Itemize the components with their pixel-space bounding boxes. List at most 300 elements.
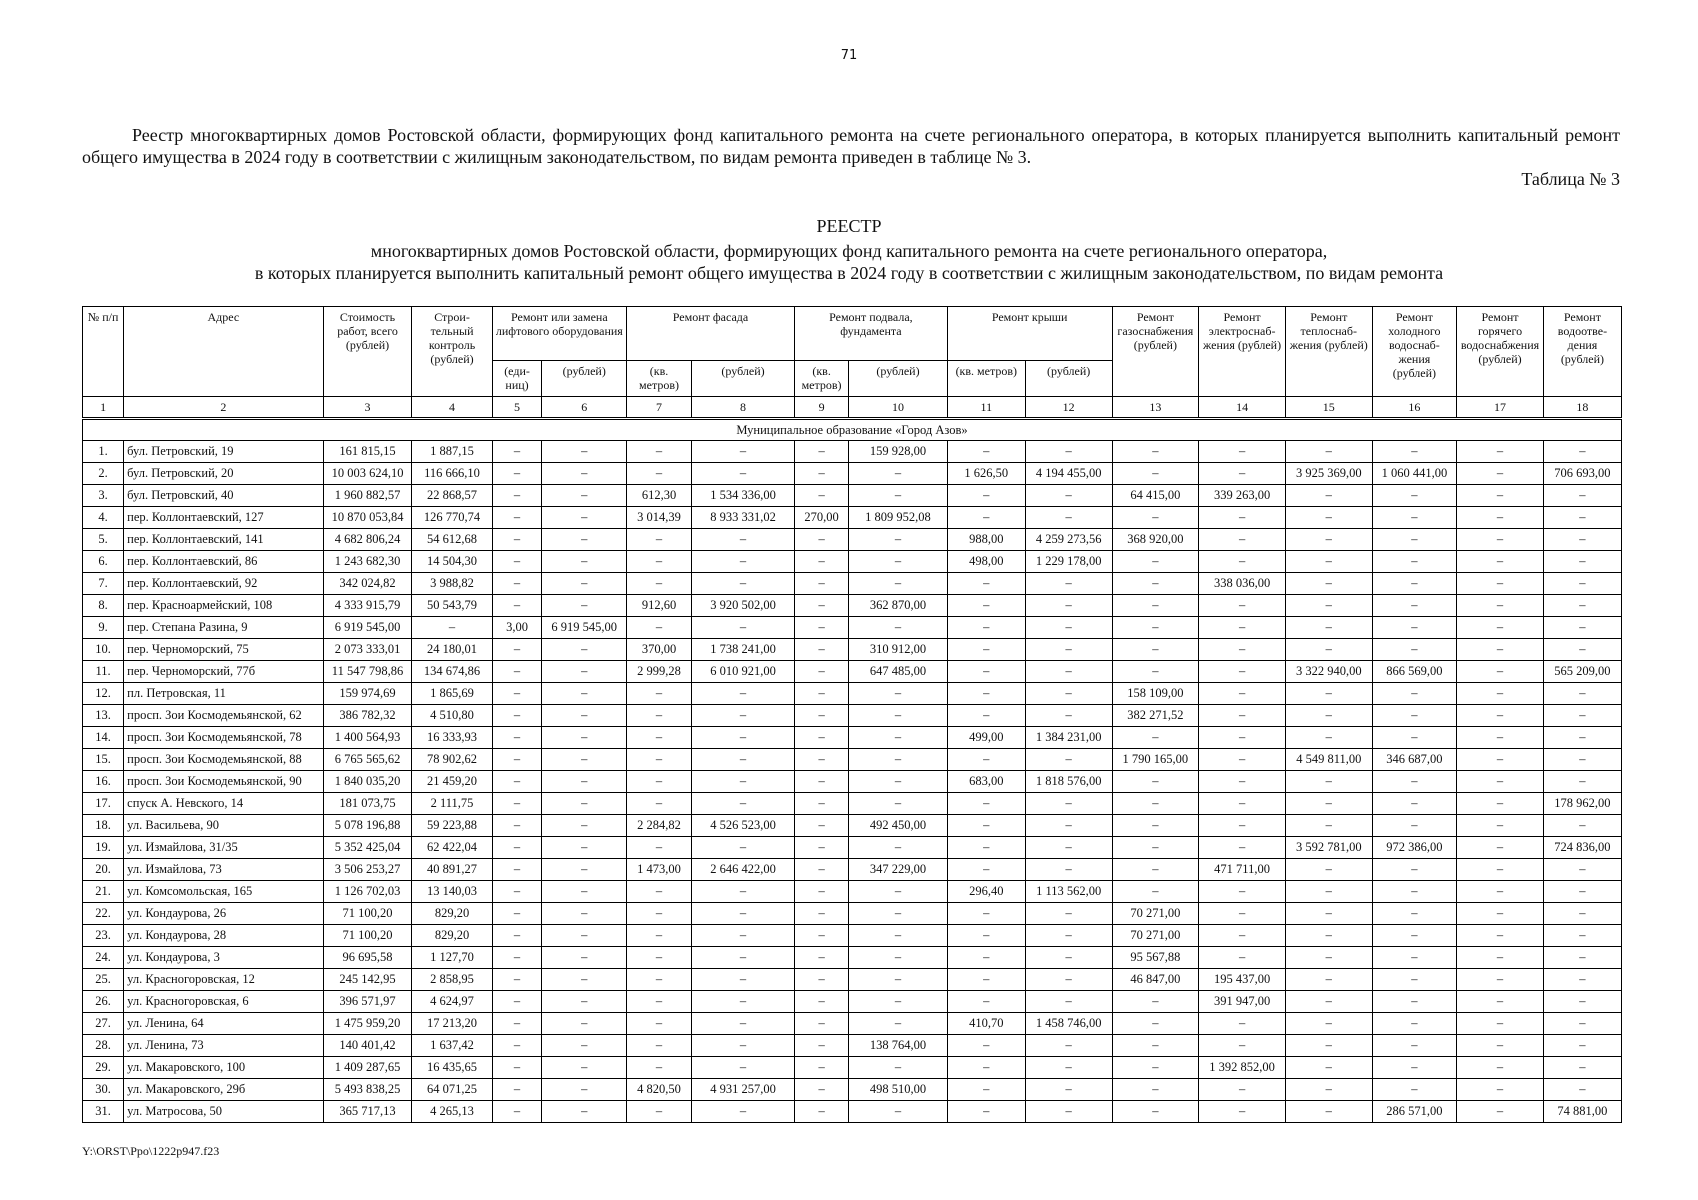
table-cell: 1 060 441,00 [1372,463,1457,485]
table-cell: – [1112,441,1199,463]
table-cell: 339 263,00 [1199,485,1286,507]
table-cell: – [1112,507,1199,529]
table-cell: – [1199,727,1286,749]
table-cell: 13 140,03 [412,881,492,903]
address-cell: ул. Кондаурова, 3 [124,947,323,969]
table-cell: – [542,815,627,837]
table-cell: – [542,903,627,925]
table-cell: 74 881,00 [1543,1101,1621,1123]
table-cell: – [627,793,692,815]
table-cell: – [692,1035,795,1057]
table-cell: – [947,441,1025,463]
table-cell: – [1285,639,1372,661]
table-cell: 1 637,42 [412,1035,492,1057]
table-cell: – [1543,903,1621,925]
table-cell: – [1457,551,1544,573]
address-cell: пер. Коллонтаевский, 86 [124,551,323,573]
table-cell: – [1457,661,1544,683]
table-cell: – [1025,793,1112,815]
table-cell: 2 284,82 [627,815,692,837]
table-cell: – [627,771,692,793]
table-cell: – [1025,903,1112,925]
table-cell: 3. [83,485,124,507]
table-cell: – [1112,661,1199,683]
registry-title: РЕЕСТР [816,216,882,236]
table-cell: – [1457,947,1544,969]
table-cell: – [627,529,692,551]
table-cell: – [1543,991,1621,1013]
table-cell: – [492,1035,542,1057]
table-row [83,617,1622,639]
table-cell: – [947,859,1025,881]
table-cell: – [627,947,692,969]
intro-paragraph: Реестр многоквартирных домов Ростовской области, формирующих фонд капитального ремонта на счете регионального оператора, в которых планируется выполнить капитальный ремонт общего имущества в 2024 году в соответствии с жилищным законодательством, по видам ремонта приведен в таблице № 3. [82,125,1620,167]
table-cell: 138 764,00 [849,1035,948,1057]
table-cell: 342 024,82 [323,573,412,595]
table-cell: 286 571,00 [1372,1101,1457,1123]
table-row [83,837,1622,859]
table-row [83,463,1622,485]
table-cell: – [947,617,1025,639]
table-cell: 1 818 576,00 [1025,771,1112,793]
table-cell: – [542,1079,627,1101]
table-cell: – [692,529,795,551]
table-cell: 27. [83,1013,124,1035]
table-cell: 1 384 231,00 [1025,727,1112,749]
table-cell: – [1025,947,1112,969]
table-cell: – [794,771,848,793]
table-cell: – [627,441,692,463]
table-cell: 647 485,00 [849,661,948,683]
table-cell: – [542,441,627,463]
table-cell: – [794,991,848,1013]
table-cell: – [1199,551,1286,573]
table-cell: 245 142,95 [323,969,412,991]
table-cell: 10. [83,639,124,661]
table-row [83,859,1622,881]
table-cell: 54 612,68 [412,529,492,551]
table-cell: – [1372,1035,1457,1057]
address-cell: просп. Зои Космодемьянской, 78 [124,727,323,749]
table-cell: 1 229 178,00 [1025,551,1112,573]
table-cell: – [692,881,795,903]
table-cell: – [1457,485,1544,507]
table-cell: – [1543,617,1621,639]
table-cell: – [1199,595,1286,617]
table-cell: 4 510,80 [412,705,492,727]
table-cell: 2 073 333,01 [323,639,412,661]
table-cell: 2 858,95 [412,969,492,991]
table-cell: – [794,1101,848,1123]
table-cell: 498 510,00 [849,1079,948,1101]
table-cell: 29. [83,1057,124,1079]
table-cell: – [627,1057,692,1079]
header-drainage: Ремонт водоотведения (рублей) [1543,307,1621,397]
table-cell: – [794,969,848,991]
header-hot-water: Ремонт горячего водоснабжения (рублей) [1457,307,1544,397]
table-cell: – [627,925,692,947]
table-cell: 410,70 [947,1013,1025,1035]
table-cell: – [492,595,542,617]
address-cell: бул. Петровский, 19 [124,441,323,463]
table-cell: 912,60 [627,595,692,617]
table-cell: – [794,441,848,463]
table-cell: 346 687,00 [1372,749,1457,771]
table-cell: – [1285,551,1372,573]
table-cell: – [492,903,542,925]
table-cell: – [1285,441,1372,463]
table-cell: 78 902,62 [412,749,492,771]
table-cell: – [1543,947,1621,969]
table-cell: 3 592 781,00 [1285,837,1372,859]
table-cell: – [947,1057,1025,1079]
header-basement: Ремонт подвала, фундамента [794,307,947,361]
table-cell: 2 999,28 [627,661,692,683]
table-cell: – [1543,859,1621,881]
table-cell: 16 435,65 [412,1057,492,1079]
table-cell: 1 809 952,08 [849,507,948,529]
table-cell: 6. [83,551,124,573]
column-number-row [83,397,1622,419]
table-cell: – [1025,1079,1112,1101]
table-cell: – [1285,793,1372,815]
table-row [83,507,1622,529]
table-cell: – [1543,441,1621,463]
table-cell: – [1025,507,1112,529]
column-number: 13 [1112,397,1199,419]
table-cell: 866 569,00 [1372,661,1457,683]
table-cell: – [1285,507,1372,529]
table-cell: – [542,551,627,573]
table-cell: – [1112,1013,1199,1035]
column-number: 14 [1199,397,1286,419]
table-cell: – [1025,661,1112,683]
table-cell: – [627,705,692,727]
table-cell: 1 409 287,65 [323,1057,412,1079]
table-cell: 16. [83,771,124,793]
table-cell: 95 567,88 [1112,947,1199,969]
table-cell: – [692,1057,795,1079]
table-cell: – [947,749,1025,771]
address-cell: ул. Ленина, 73 [124,1035,323,1057]
table-cell: – [1457,1013,1544,1035]
table-cell: – [1372,683,1457,705]
header-address: Адрес [124,307,323,397]
table-cell: – [947,705,1025,727]
table-cell: – [794,859,848,881]
table-cell: 140 401,42 [323,1035,412,1057]
table-cell: – [692,573,795,595]
table-cell: 310 912,00 [849,639,948,661]
table-cell: – [794,837,848,859]
table-cell: 50 543,79 [412,595,492,617]
address-cell: бул. Петровский, 20 [124,463,323,485]
table-row [83,881,1622,903]
page-number: 71 [840,48,858,63]
table-cell: – [1285,529,1372,551]
table-cell: – [1457,837,1544,859]
table-cell: – [794,903,848,925]
table-cell: – [1199,441,1286,463]
table-cell: – [1543,771,1621,793]
table-cell: 161 815,15 [323,441,412,463]
table-cell: 22 868,57 [412,485,492,507]
table-cell: – [849,991,948,1013]
table-cell: – [1457,771,1544,793]
table-cell: – [1457,463,1544,485]
column-number: 17 [1457,397,1544,419]
table-cell: – [1199,771,1286,793]
table-cell: – [849,705,948,727]
table-cell: 4 931 257,00 [692,1079,795,1101]
table-cell: – [492,991,542,1013]
table-row [83,1101,1622,1123]
address-cell: пл. Петровская, 11 [124,683,323,705]
table-cell: 158 109,00 [1112,683,1199,705]
header-cold-water: Ремонт холодного водоснабжения (рублей) [1372,307,1457,397]
table-cell: – [692,903,795,925]
table-cell: – [1285,771,1372,793]
table-cell: 13. [83,705,124,727]
table-cell: 64 415,00 [1112,485,1199,507]
table-cell: – [794,793,848,815]
table-cell: – [692,463,795,485]
table-cell: – [1372,551,1457,573]
table-cell: 21. [83,881,124,903]
table-cell: – [947,925,1025,947]
table-cell: – [1025,1057,1112,1079]
table-cell: 1 243 682,30 [323,551,412,573]
header-facade: Ремонт фасада [627,307,795,361]
table-cell: – [692,1013,795,1035]
table-cell: – [542,859,627,881]
table-cell: – [794,1013,848,1035]
table-cell: 1 738 241,00 [692,639,795,661]
table-cell: – [542,1035,627,1057]
table-cell: – [627,463,692,485]
table-cell: – [1457,573,1544,595]
table-row [83,727,1622,749]
table-cell: 9. [83,617,124,639]
table-cell: – [1457,705,1544,727]
table-cell: 4 549 811,00 [1285,749,1372,771]
table-cell: – [1457,991,1544,1013]
table-row [83,595,1622,617]
table-cell: – [692,617,795,639]
table-cell: 126 770,74 [412,507,492,529]
table-cell: 829,20 [412,925,492,947]
registry-subtitle-line2: в которых планируется выполнить капитальный ремонт общего имущества в 2024 году в соответствии с жилищным законодательством, по видам ремонта [254,263,1444,283]
table-cell: – [692,749,795,771]
table-cell: 26. [83,991,124,1013]
table-cell: – [1372,595,1457,617]
table-cell: 25. [83,969,124,991]
table-cell: – [947,837,1025,859]
table-cell: – [1285,969,1372,991]
table-cell: 14 504,30 [412,551,492,573]
table-cell: – [492,727,542,749]
table-cell: – [542,727,627,749]
table-cell: – [1457,1101,1544,1123]
address-cell: пер. Черноморский, 77б [124,661,323,683]
table-cell: – [1543,1035,1621,1057]
address-cell: ул. Измайлова, 31/35 [124,837,323,859]
table-cell: 270,00 [794,507,848,529]
table-cell: – [1112,1101,1199,1123]
header-electric: Ремонт электроснабжения (рублей) [1199,307,1286,397]
table-cell: – [1372,1079,1457,1101]
table-cell: – [1199,881,1286,903]
table-cell: – [627,1035,692,1057]
column-number: 15 [1285,397,1372,419]
table-cell: 19. [83,837,124,859]
table-cell: 972 386,00 [1372,837,1457,859]
address-cell: ул. Измайлова, 73 [124,859,323,881]
table-cell: – [849,903,948,925]
table-cell: – [692,1101,795,1123]
table-cell: – [692,947,795,969]
table-cell: – [1372,991,1457,1013]
table-cell: – [1457,793,1544,815]
table-cell: – [1285,881,1372,903]
table-cell: 5 078 196,88 [323,815,412,837]
table-cell: 1 626,50 [947,463,1025,485]
table-cell: – [1112,573,1199,595]
table-cell: 24. [83,947,124,969]
table-cell: – [542,529,627,551]
table-cell: – [1372,947,1457,969]
table-cell: – [1025,485,1112,507]
table-cell: – [794,463,848,485]
table-cell: – [492,793,542,815]
table-cell: – [492,925,542,947]
table-cell: – [1457,529,1544,551]
table-cell: – [794,1057,848,1079]
address-cell: ул. Ленина, 64 [124,1013,323,1035]
address-cell: ул. Макаровского, 100 [124,1057,323,1079]
table-cell: – [692,551,795,573]
table-cell: 8. [83,595,124,617]
table-row [83,683,1622,705]
table-cell: – [1285,1057,1372,1079]
table-cell: – [849,463,948,485]
table-cell: 2. [83,463,124,485]
table-cell: – [1112,617,1199,639]
table-cell: – [849,881,948,903]
table-cell: – [1112,881,1199,903]
table-cell: 6 919 545,00 [542,617,627,639]
table-cell: – [542,639,627,661]
table-cell: 1 840 035,20 [323,771,412,793]
table-cell: – [794,617,848,639]
table-cell: 21 459,20 [412,771,492,793]
table-cell: 16 333,93 [412,727,492,749]
table-cell: – [1372,859,1457,881]
table-cell: – [1543,573,1621,595]
table-cell: – [849,551,948,573]
table-cell: – [627,573,692,595]
column-number: 16 [1372,397,1457,419]
address-cell: пер. Коллонтаевский, 92 [124,573,323,595]
address-cell: просп. Зои Космодемьянской, 62 [124,705,323,727]
table-cell: 382 271,52 [1112,705,1199,727]
table-cell: 12. [83,683,124,705]
table-cell: – [849,529,948,551]
table-cell: – [492,441,542,463]
table-cell: 62 422,04 [412,837,492,859]
table-cell: – [492,705,542,727]
table-cell: – [1285,1035,1372,1057]
table-cell: – [1112,551,1199,573]
registry-subtitle-line1: многоквартирных домов Ростовской области, формирующих фонд капитального ремонта на счете регионального оператора, [370,241,1328,261]
table-cell: – [947,639,1025,661]
table-cell: – [1199,815,1286,837]
table-cell: – [492,485,542,507]
table-cell: – [1199,1035,1286,1057]
table-cell: 1 534 336,00 [692,485,795,507]
subheader-facade-rub: (рублей) [692,361,795,397]
table-cell: – [627,727,692,749]
table-cell: 46 847,00 [1112,969,1199,991]
table-cell: – [794,881,848,903]
table-cell: – [627,837,692,859]
table-cell: – [492,1013,542,1035]
table-cell: 2 111,75 [412,793,492,815]
address-cell: просп. Зои Космодемьянской, 90 [124,771,323,793]
table-cell: 71 100,20 [323,925,412,947]
header-lift: Ремонт или замена лифтового оборудования [492,307,626,361]
table-cell: – [1285,683,1372,705]
table-cell: – [627,991,692,1013]
table-cell: – [492,859,542,881]
table-cell: – [1285,815,1372,837]
column-number: 4 [412,397,492,419]
table-cell: – [794,573,848,595]
table-cell: – [1372,441,1457,463]
table-cell: – [1285,991,1372,1013]
table-row [83,551,1622,573]
table-cell: – [1285,727,1372,749]
table-cell: – [1457,903,1544,925]
table-cell: – [1457,1079,1544,1101]
table-cell: – [1112,463,1199,485]
table-cell: 59 223,88 [412,815,492,837]
table-cell: – [692,683,795,705]
table-cell: 1 790 165,00 [1112,749,1199,771]
table-cell: 17. [83,793,124,815]
table-cell: – [1285,903,1372,925]
table-cell: – [1285,859,1372,881]
table-cell: – [542,991,627,1013]
table-cell: 362 870,00 [849,595,948,617]
table-cell: – [492,837,542,859]
table-cell: – [794,705,848,727]
table-cell: – [1372,705,1457,727]
table-cell: – [794,749,848,771]
table-cell: – [627,1101,692,1123]
table-cell: 338 036,00 [1199,573,1286,595]
table-cell: – [627,903,692,925]
table-cell: – [542,485,627,507]
table-cell: 1 400 564,93 [323,727,412,749]
table-row [83,573,1622,595]
table-cell: – [1457,749,1544,771]
table-row [83,529,1622,551]
table-cell: – [794,595,848,617]
table-cell: – [1285,705,1372,727]
table-cell: – [1199,617,1286,639]
table-cell: 23. [83,925,124,947]
